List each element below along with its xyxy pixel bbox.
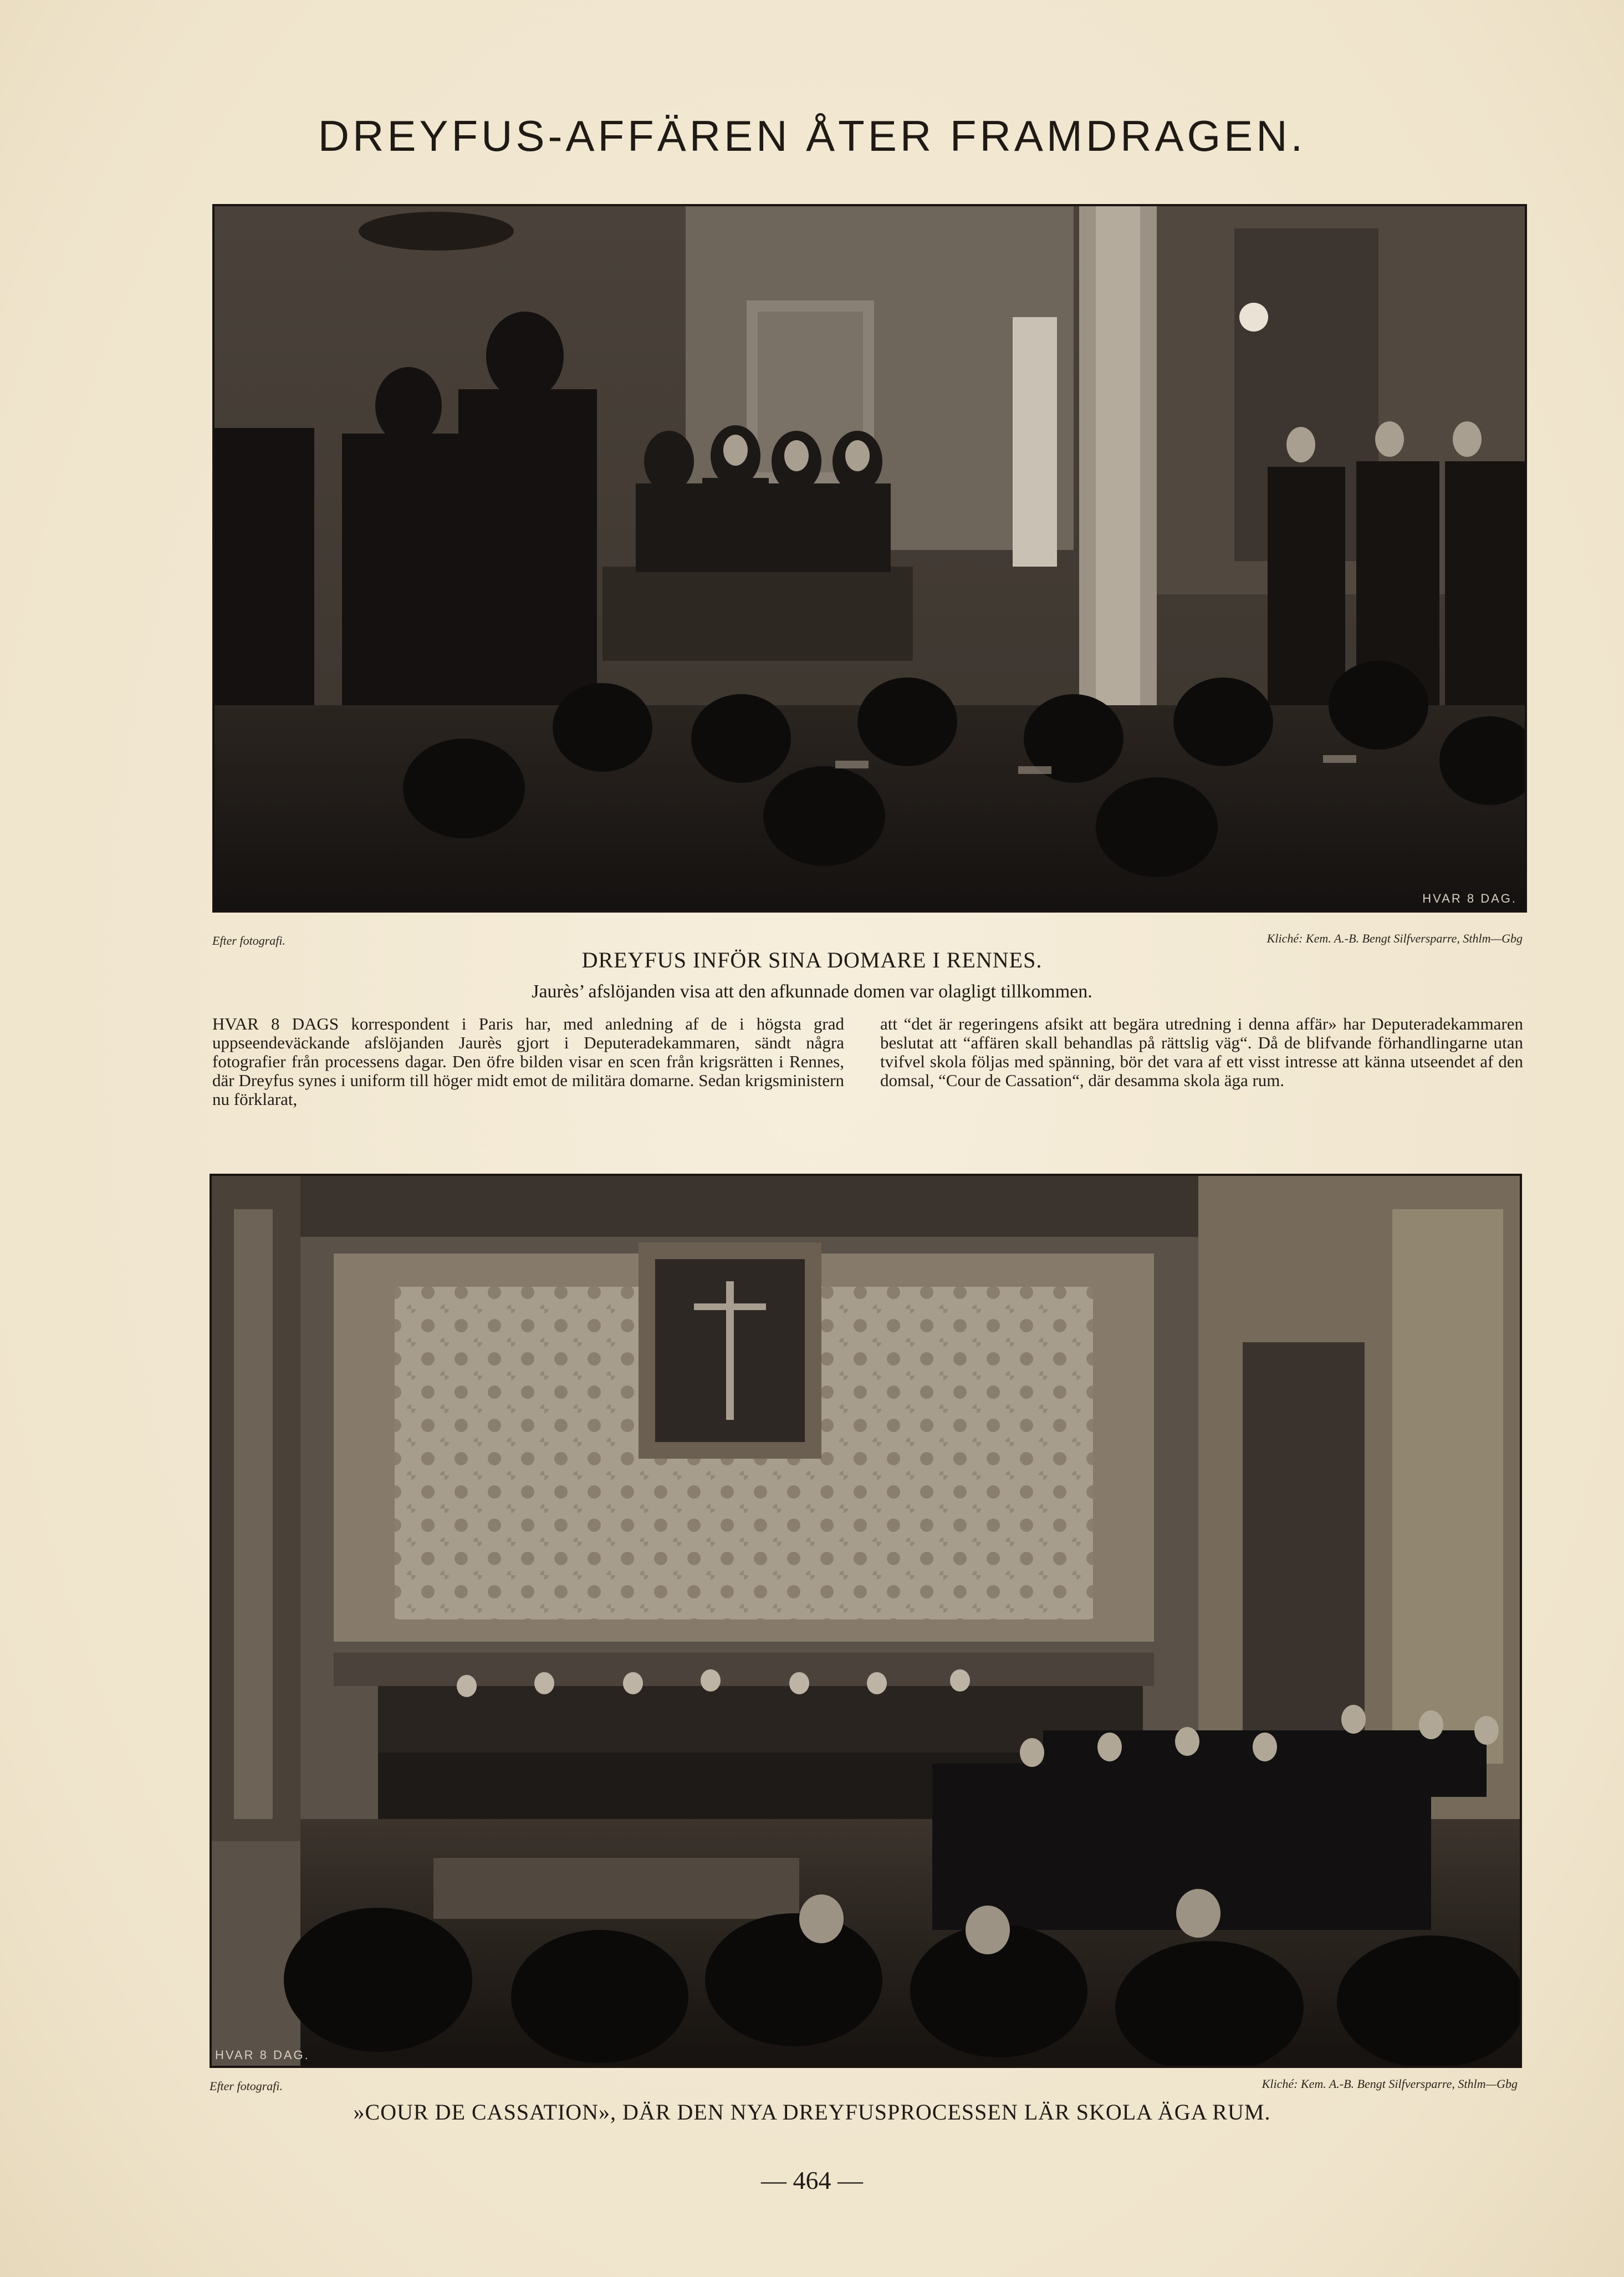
photo-credit-right: Kliché: Kem. A.-B. Bengt Silfversparre, Sthlm—Gbg [1262,2077,1518,2091]
article-right-column [880,1015,1523,1090]
caption-rennes: DREYFUS INFÖR SINA DOMARE I RENNES. [581,948,1043,972]
photo-watermark: HVAR 8 DAG. [215,2048,310,2062]
page-number: — 464 — [761,2166,863,2194]
photo-cour-de-cassation [210,1174,1522,2068]
photo-credit-left: Efter fotografi. [212,934,285,948]
photo-credit-left: Efter fotografi. [210,2079,283,2093]
photo-cassation-illustration [212,1176,1520,2066]
photo-credit-right: Kliché: Kem. A.-B. Bengt Silfversparre, Sthlm—Gbg [1266,931,1523,945]
photo-watermark: HVAR 8 DAG. [1422,892,1517,905]
photo-rennes-illustration [215,206,1525,910]
article-left-text: HVAR 8 DAGS korrespondent i Paris har, med anledning af de i högsta grad uppseendeväckande afslöjanden Jaurès gjort i Deputeradekammaren, sändt några fotografier från processens dagar. Den öfre bilden visar en scen från krigsrätten i Rennes, där Dreyfus synes i uniform till höger midt emot de militära domarne. Sedan krigsministern nu förklarat, [212,1014,844,1109]
photo-rennes-court [212,204,1527,913]
article-left-column [212,1015,844,1109]
caption-cour-de-cassation: »COUR DE CASSATION», DÄR DEN NYA DREYFUSPROCESSEN LÄR SKOLA ÄGA RUM. [353,2100,1271,2125]
article-right-text: att “det är regeringens afsikt att begära utredning i denna affär» har Deputeradekammaren beslutat att “affären skall behandlas på rättslig väg“. Då de blifvande förhandlingarne utan tvifvel skola följas med spänning, bör det vara af ett visst intresse att känna utseendet af den domsal, “Cour de Cassation“, där desamma skola äga rum. [880,1014,1523,1091]
page-title: DREYFUS-AFFÄREN ÅTER FRAMDRAGEN. [318,111,1306,160]
subcaption-rennes: Jaurès’ afslöjanden visa att den afkunnade domen var olagligt tillkommen. [532,981,1092,1002]
